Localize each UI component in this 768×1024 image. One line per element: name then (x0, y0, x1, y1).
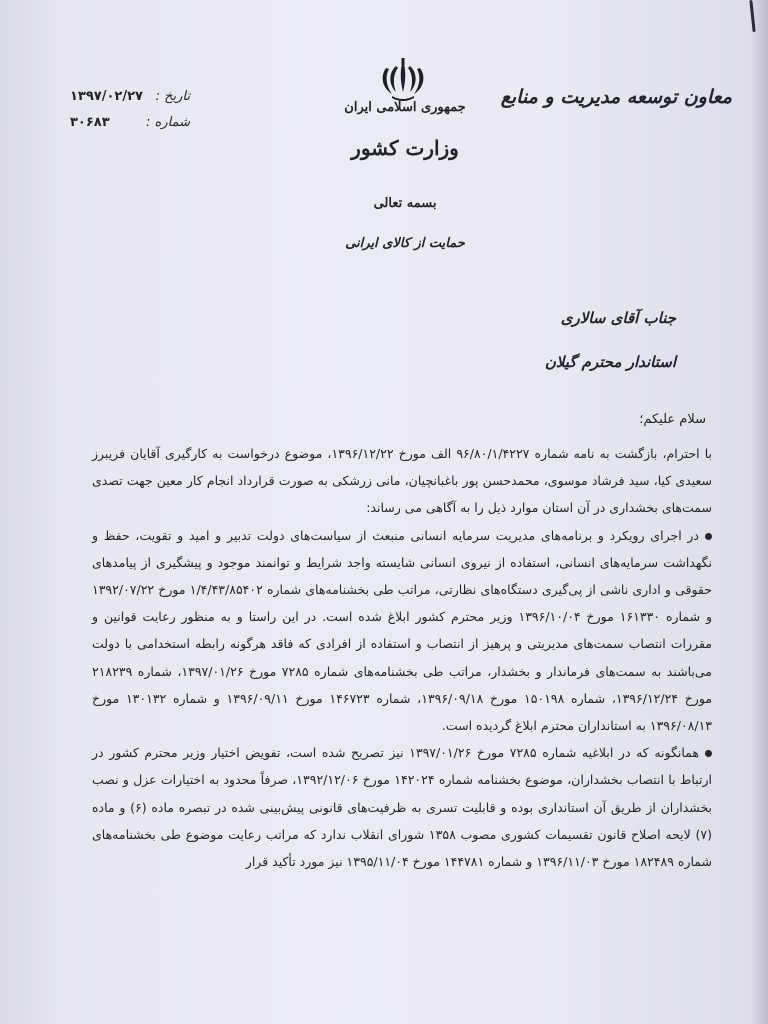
bismillah: بسمه تعالی (373, 196, 437, 211)
paragraph-text: در اجرای رویکرد و برنامه‌های مدیریت سرمایه انسانی منبعث از سیاست‌های دولت تدبیر و امید و تقویت، حفظ و نگهداشت سرمایه‌های انسانی، استفاده از نیروی انسانی شایسته واجد شرایط و توانمند موجود و پیشگیری از پیامدهای حقوقی و اداری ناشی از پی‌گیری دستگاه‌های نظارتی، مراتب طی بخشنامه‌های شماره ۱/۴/۴۳/۸۵۴۰۲ مورخ ۱۳۹۲/۰۷/۲۲ و شماره ۱۶۱۳۳۰ مورخ ۱۳۹۶/۱۰/۰۴ وزیر محترم کشور ابلاغ شده است. در این راستا و به منظور رعایت قوانین و مقررات انتصاب سمت‌های مدیریتی و پرهیز از انتصاب و استفاده از افرادی که فاقد هرگونه رابطه استخدامی با دولت می‌باشند به سمت‌های فرماندار و بخشدار، مراتب طی بخشنامه‌های شماره ۷۲۸۵ مورخ ۱۳۹۷/۰۱/۲۶، شماره ۲۱۸۲۳۹ مورخ ۱۳۹۶/۱۲/۲۴، شماره ۱۵۰۱۹۸ مورخ ۱۳۹۶/۰۹/۱۸، شماره ۱۴۶۷۲۳ مورخ ۱۳۹۶/۰۹/۱۱ و شماره ۱۳۰۱۳۲ مورخ ۱۳۹۶/۰۸/۱۳ به استانداران محترم ابلاغ گردیده است. (92, 527, 713, 734)
republic-name: جمهوری اسلامی ایران (344, 100, 466, 115)
letter-meta (70, 84, 190, 136)
letter-body (92, 440, 712, 875)
date-value: ۱۳۹۷/۰۲/۲۷ (70, 89, 143, 104)
bullet-icon (705, 750, 712, 757)
addressee-name: جناب آقای سالاری (560, 309, 676, 327)
date-label: تاریخ : (155, 89, 190, 104)
ministry-name: وزارت کشور (351, 136, 459, 160)
date-row (70, 84, 190, 110)
page-edge-shadow (750, 0, 768, 1024)
number-label: شماره : (146, 115, 190, 130)
paragraph-text: همانگونه که در ابلاغیه شماره ۷۲۸۵ مورخ ۱۳۹۷/۰۱/۲۶ نیز تصریح شده است، تفویض اختیار وزیر محترم کشور در ارتباط با انتصاب بخشداران، موضوع بخشنامه شماره ۱۴۲۰۲۴ مورخ ۱۳۹۲/۱۲/۰۶، صرفاً محدود به اختیارات عزل و نصب بخشداران از طریق آن استانداری بوده و قابلیت تسری به ظرفیت‌های قانونی پیش‌بینی شده در تبصره ماده (۶) و ماده (۷) لایحه اصلاح قانون تقسیمات کشوری مصوب ۱۳۵۸ شورای انقلاب ندارد که مراتب رعایت موضوع طی بخشنامه‌های شماره ۱۸۲۴۸۹ مورخ ۱۳۹۶/۱۱/۰۳ و شماره ۱۴۴۷۸۱ مورخ ۱۳۹۵/۱۱/۰۴ نیز مورد تأکید قرار (92, 745, 712, 870)
deputy-title: معاون توسعه مدیریت و منابع (500, 86, 732, 108)
paragraph-intro: با احترام، بازگشت به نامه شماره ۹۶/۸۰/۱/۴۲۲۷ الف مورخ ۱۳۹۶/۱۲/۲۲، موضوع درخواست به کارگیری آقایان فریبرز سعیدی کیا، سید فرشاد موسوی، محمدحسن پور باغبانچیان، مانی زرشکی به صورت قرارداد انجام کار معین جهت تصدی سمت‌های بخشداری در آن استان موارد ذیل را به آگاهی می رساند: (92, 446, 712, 516)
addressee (545, 296, 676, 384)
slogan: حمایت از کالای ایرانی (345, 236, 465, 251)
paragraph-bullet-2 (92, 739, 712, 875)
iran-emblem-icon (374, 58, 432, 102)
greeting: سلام علیکم؛ (639, 412, 706, 427)
number-value: ۳۰۶۸۳ (70, 115, 110, 130)
bullet-icon (705, 533, 712, 540)
paragraph-bullet-1 (92, 522, 712, 740)
number-row (70, 110, 190, 136)
addressee-title: استاندار محترم گیلان (544, 353, 676, 371)
